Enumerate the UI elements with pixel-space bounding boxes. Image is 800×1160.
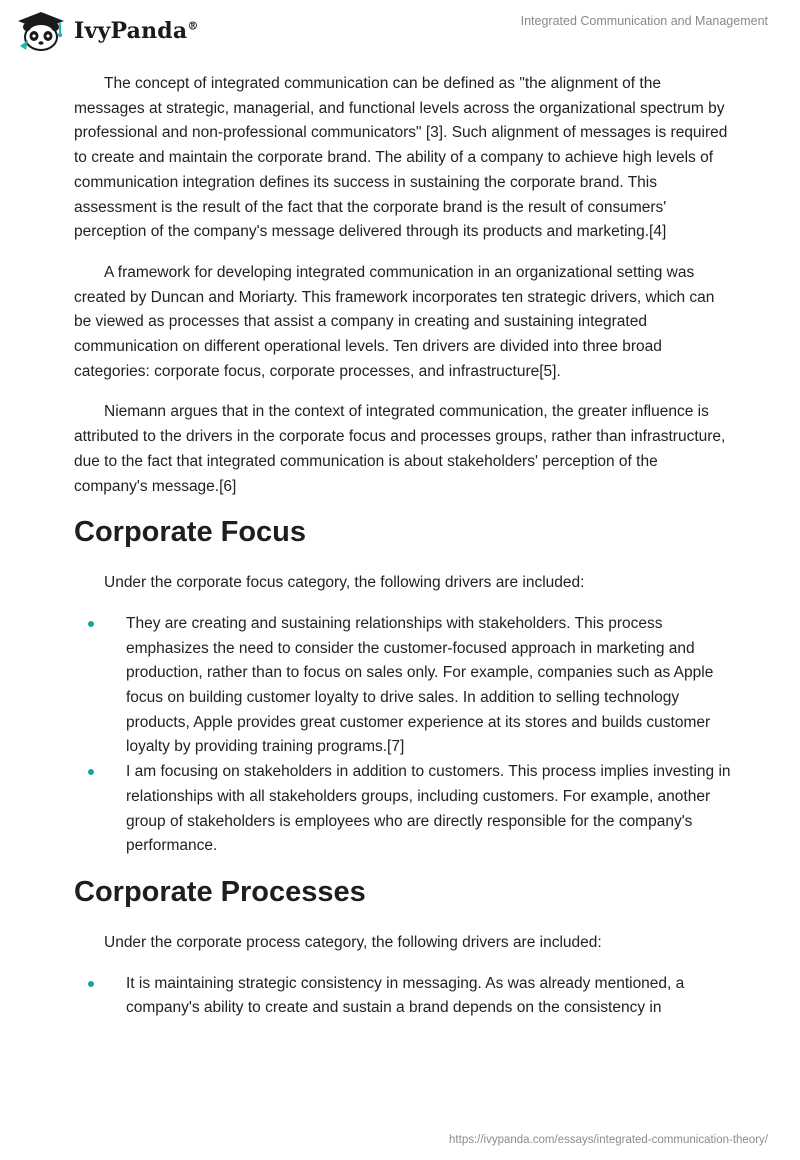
paragraph-1: The concept of integrated communication can be defined as "the alignment of the messages at strategic, managerial, and functional levels across the organizational spectrum by professional and non-professional communicators" [3]. Such alignment of messages is required to create and maintain the corporate brand. The ability of a company to achieve high levels of communication integration defines its success in sustaining the corporate brand. This assessment is the result of the fact that the corporate brand is the result of consumers' perception of the company's message delivered through its products and marketing.[4] <box>74 75 728 241</box>
list-item <box>74 760 734 859</box>
source-url[interactable]: https://ivypanda.com/essays/integrated-communication-theory/ <box>449 1134 768 1146</box>
page-header <box>0 0 800 60</box>
list-item-text: It is maintaining strategic consistency in messaging. As was already mentioned, a company's ability to create and sustain a brand depends on the consistency in <box>126 974 685 1017</box>
list-item-text: I am focusing on stakeholders in addition to customers. This process implies investing in relationships with all stakeholders groups, including customers. For example, another group of stakeholders is employees who are directly responsible for the company's performance. <box>126 763 731 855</box>
bullet-icon <box>88 621 94 627</box>
bullet-icon <box>88 769 94 775</box>
registered-mark: ® <box>187 19 199 33</box>
section-heading-corporate-processes: Corporate Processes <box>74 875 366 908</box>
section-heading-corporate-focus: Corporate Focus <box>74 516 307 549</box>
document-title: Integrated Communication and Management <box>520 14 768 28</box>
panda-graduate-icon <box>14 10 68 52</box>
paragraph-2: A framework for developing integrated communication in an organizational setting was created by Duncan and Moriarty. This framework incorporates ten strategic drivers, which can be viewed as processes that assist a company in creating and sustaining integrated communication on different operational levels. Ten drivers are divided into three broad categories: corporate focus, corporate processes, and infrastructure[5]. <box>74 263 715 380</box>
essay-body <box>74 72 734 1037</box>
list-item <box>74 612 734 760</box>
brand-logo[interactable] <box>14 10 199 52</box>
paragraph-3: Niemann argues that in the context of integrated communication, the greater influence is attributed to the drivers in the corporate focus and processes groups, rather than infrastructure, due to the fact that integrated communication is about stakeholders' perception of the company's message.[6] <box>74 403 726 495</box>
section-lead-corporate-processes: Under the corporate process category, the following drivers are included: <box>104 933 602 951</box>
brand-name: IvyPanda® <box>74 18 199 44</box>
corporate-focus-list <box>74 612 734 859</box>
section-lead-corporate-focus: Under the corporate focus category, the following drivers are included: <box>104 574 585 592</box>
corporate-processes-list <box>74 972 734 1021</box>
bullet-icon <box>88 981 94 987</box>
list-item-text: They are creating and sustaining relationships with stakeholders. This process emphasizes the need to consider the customer-focused approach in marketing and production, rather than to focus on sales only. For example, companies such as Apple focus on building customer loyalty to drive sales. In addition to selling technology products, Apple provides great customer experience at its stores and builds customer loyalty by providing training programs.[7] <box>126 614 714 756</box>
list-item <box>74 972 734 1021</box>
